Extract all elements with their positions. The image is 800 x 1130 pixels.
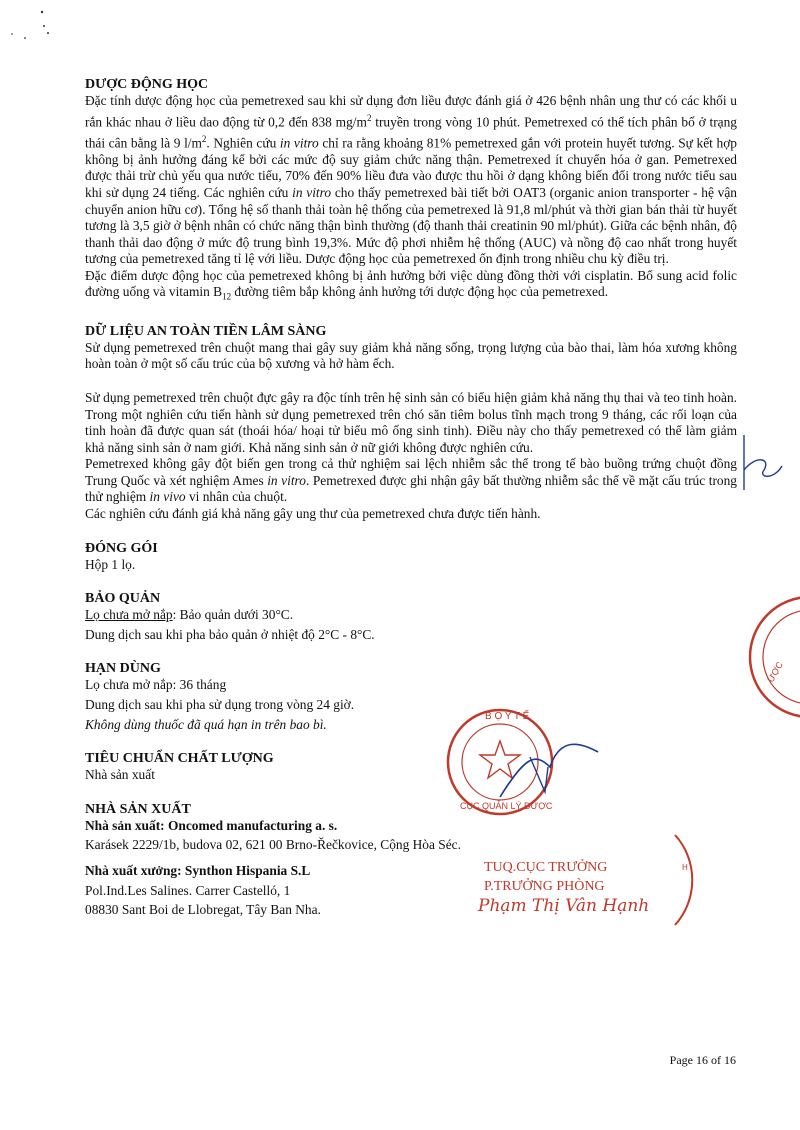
preclinical-paragraph-4: Các nghiên cứu đánh giá khả năng gây ung thư của pemetrexed chưa được tiến hành. — [85, 506, 541, 522]
packaging-text: Hộp 1 lọ. — [85, 556, 136, 572]
section-heading-packaging: ĐÓNG GÓI — [85, 540, 158, 556]
preclinical-paragraph-3: Pemetrexed không gây đột biến gen trong cả thử nghiệm sai lệch nhiễm sắc thể trong tế bào buồng trứng chuột đồng Trung Quốc và xét nghiệm Ames in vitro. Pemetrexed được ghi nhận gây bất thường nhiễm sắc thể về mặt cấu trúc trong thử nghiệm in vivo vi nhân của chuột. — [85, 456, 737, 505]
manufacturer-line-1: Nhà sản xuất: Oncomed manufacturing a. s. — [85, 817, 338, 833]
scan-marks — [0, 0, 70, 50]
shelf-life-line-1: Lọ chưa mở nắp: 36 tháng — [85, 677, 227, 693]
stamp-line-2: P.TRƯỞNG PHÒNG — [484, 879, 605, 894]
svg-text:B Ộ Y T Ế: B Ộ Y T Ế — [485, 711, 530, 722]
svg-text:ƯỢC: ƯỢC — [765, 659, 786, 684]
shelf-life-line-2: Dung dịch sau khi pha sử dụng trong vòng 24 giờ. — [85, 697, 355, 713]
document-body — [85, 76, 737, 919]
section-heading-manufacturer: NHÀ SẢN XUẤT — [85, 801, 191, 817]
pk-paragraph-2: Đặc điểm dược động học của pemetrexed không bị ảnh hưởng bởi việc dùng đồng thời với cisplatin. Bổ sung acid folic đường uống và vitamin $B_{12}$ đường tiêm bắp không ảnh hưởng tới dược động học của pemetrexed. — [85, 267, 737, 303]
manufacturer-line-2: Karásek 2229/1b, budova 02, 621 00 Brno-Řečkovice, Cộng Hòa Séc. — [85, 837, 461, 853]
partial-seal-right-lower-icon — [670, 830, 700, 930]
storage-line-1: Lọ chưa mở nắp: Bảo quản dưới 30°C. — [85, 607, 294, 623]
section-heading-pharmacokinetics: DƯỢC ĐỘNG HỌC — [85, 77, 209, 92]
section-heading-shelf-life: HẠN DÙNG — [85, 661, 161, 677]
storage-line-2: Dung dịch sau khi pha bảo quản ở nhiệt độ 2°C - 8°C. — [85, 626, 375, 642]
pk-paragraph-1: Đặc tính dược động học của pemetrexed sau khi sử dụng đơn liều được đánh giá ở 426 bệnh nhân ung thư có các khối u rắn khác nhau ở liều dao động từ 0,2 đến 838 $mg/m^2$ truyền trong vòng 10 phút. Pemetrexed có thể tích phân bố ở trạng thái cân bằng là 9 $l/m^2$. Nghiên cứu in vitro chỉ ra rằng khoảng 81% pemetrexed gắn với protein huyết tương. Sự kết hợp không bị ảnh hưởng đáng kể bởi các mức độ suy giảm chức năng thận. Pemetrexed ít chuyển hóa ở gan. Pemetrexed được thải trừ chủ yếu qua nước tiểu, 70% đến 90% liều đưa vào được thu hồi ở dạng không biến đổi trong nước tiểu sau khi sử dụng 24 tiếng. Các nghiên cứu in vitro cho thấy pemetrexed bài tiết bởi OAT3 (organic anion transporter - hệ vận chuyển anion hữu cơ). Tổng hệ số thanh thải toàn hệ thống của pemetrexed là 91,8 ml/phút và thời gian bán thải từ huyết tương là 3,5 giờ ở bệnh nhân có chức năng thận bình thường (độ thanh thải creatinin 90 ml/phút). Giữa các bệnh nhân, độ thanh thải dao động ở mức độ trung bình 19,3%. Mức độ phơi nhiễm hệ thống (AUC) và nồng độ cao nhất trong huyết tương của pemetrexed tăng tỉ lệ với liều. Dược động học của pemetrexed ổn định trong nhiều chu kỳ điều trị. — [85, 93, 738, 267]
partial-seal-right-icon — [740, 592, 800, 722]
preclinical-paragraph-1: Sử dụng pemetrexed trên chuột mang thai gây suy giảm khả năng sống, trọng lượng của bào thai, làm hóa xương không hoàn toàn ở một số cấu trúc của bộ xương và hở hàm ếch. — [85, 339, 737, 372]
approval-stamp — [484, 858, 607, 896]
manufacturer-line-5: 08830 Sant Boi de Llobregat, Tây Ban Nha. — [85, 902, 321, 918]
svg-text:CỤC QUẢN LÝ DƯỢC: CỤC QUẢN LÝ DƯỢC — [460, 801, 553, 811]
section-heading-quality: TIÊU CHUẨN CHẤT LƯỢNG — [85, 751, 274, 767]
svg-text:H: H — [682, 863, 688, 872]
manufacturer-line-3: Nhà xuất xưởng: Synthon Hispania S.L — [85, 863, 311, 879]
official-seal-icon — [430, 697, 600, 827]
stamp-line-1: TUQ.CỤC TRƯỞNG — [484, 860, 608, 875]
section-heading-storage: BẢO QUẢN — [85, 591, 161, 607]
manufacturer-line-4: Pol.Ind.Les Salines. Carrer Castelló, 1 — [85, 882, 291, 898]
page-number: Page 16 of 16 — [669, 1053, 736, 1067]
section-heading-preclinical: DỮ LIỆU AN TOÀN TIỀN LÂM SÀNG — [85, 323, 327, 339]
shelf-life-line-3: Không dùng thuốc đã quá hạn in trên bao bì. — [85, 716, 327, 732]
quality-text: Nhà sản xuất — [85, 767, 155, 783]
signature-name: Phạm Thị Vân Hạnh — [478, 896, 650, 916]
margin-signature-icon — [736, 430, 786, 500]
preclinical-paragraph-2: Sử dụng pemetrexed trên chuột đực gây ra độc tính trên hệ sinh sản có biểu hiện giảm khả năng thụ thai và teo tinh hoàn. Trong một nghiên cứu tiến hành sử dụng pemetrexed trên chó săn tiêm bolus tĩnh mạch trong 9 tháng, các rối loạn của tinh hoàn đã được quan sát (thoái hóa/ hoại tử biểu mô ống sinh tinh). Điều này cho thấy pemetrexed có thể làm giảm khả năng sinh sản ở nam giới. Khả năng sinh sản ở nữ giới không được nghiên cứu. — [85, 389, 737, 455]
